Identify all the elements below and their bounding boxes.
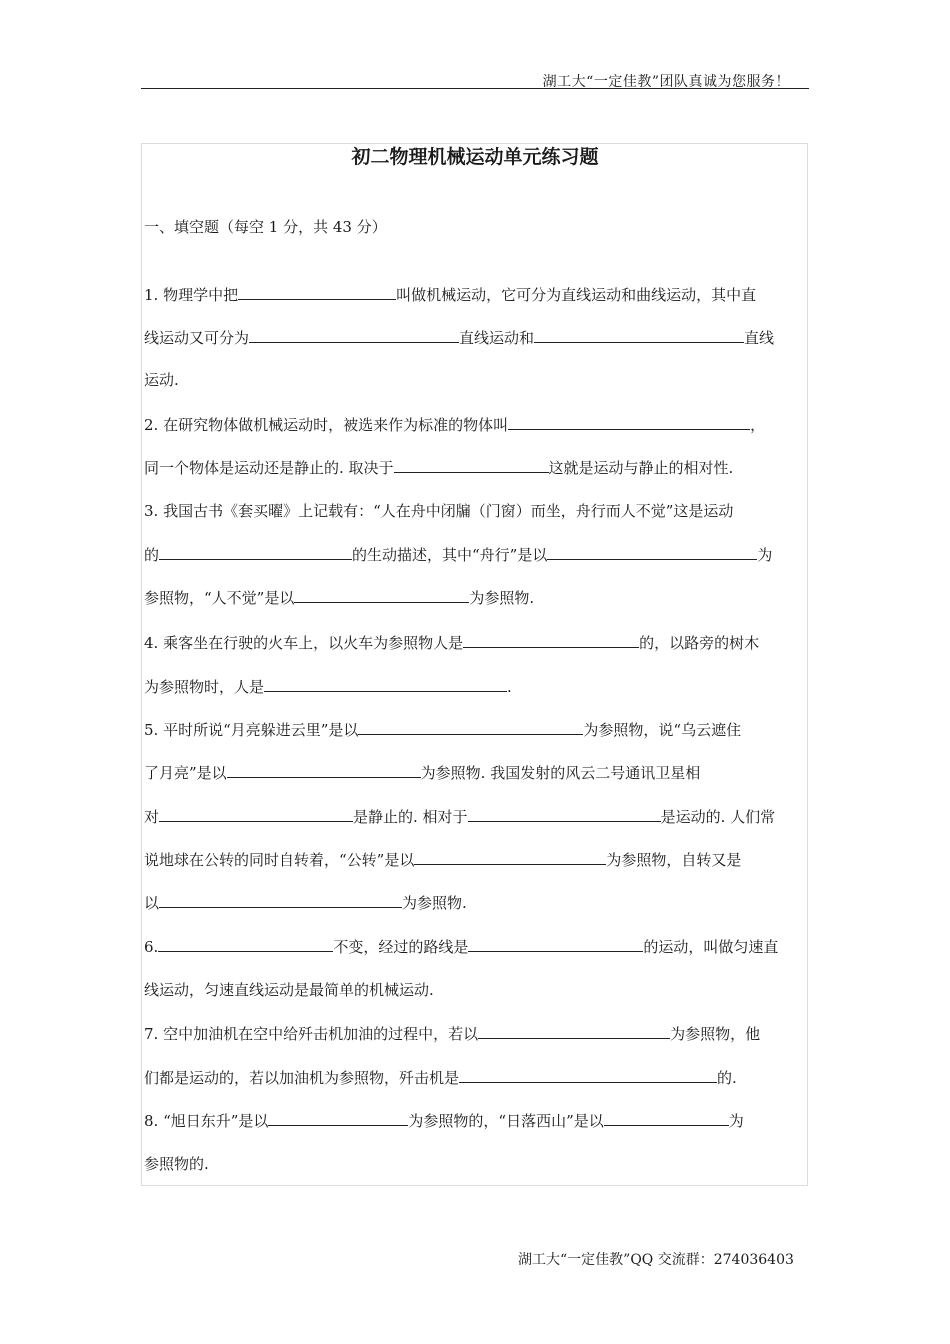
question-8-line-1 <box>144 1109 744 1132</box>
text-segment: 运动. <box>144 371 179 389</box>
text-segment: 了月亮”是以 <box>144 764 227 782</box>
answer-blank[interactable] <box>227 761 421 778</box>
text-segment: 8. “旭日东升”是以 <box>144 1112 269 1130</box>
question-7-line-1 <box>144 1022 760 1045</box>
text-segment: 为参照物时，人是 <box>144 678 265 696</box>
text-segment: 是运动的. 人们常 <box>660 808 776 826</box>
text-segment: 6. <box>144 938 159 956</box>
text-segment: 参照物的. <box>144 1155 209 1173</box>
page-title: 初二物理机械运动单元练习题 <box>351 146 599 168</box>
question-6-line-1 <box>144 935 778 958</box>
text-segment: 直线运动和 <box>459 329 535 347</box>
text-segment: 为参照物，说“乌云遮住 <box>583 721 742 739</box>
answer-blank[interactable] <box>159 543 352 560</box>
question-1-line-1 <box>144 283 756 306</box>
answer-blank[interactable] <box>414 848 606 865</box>
question-2-line-2 <box>144 456 733 479</box>
footer-text: 湖工大“一定佳教”QQ 交流群：274036403 <box>518 1252 794 1268</box>
answer-blank[interactable] <box>534 326 744 343</box>
question-3-line-3 <box>144 586 534 609</box>
text-segment: 为参照物. <box>469 589 535 607</box>
section-heading: 一、填空题（每空 1 分，共 43 分） <box>144 218 387 236</box>
question-5-line-4 <box>144 848 741 871</box>
answer-blank[interactable] <box>508 413 750 430</box>
question-6-line-2 <box>144 979 434 1001</box>
answer-blank[interactable] <box>158 935 333 952</box>
text-segment: 说地球在公转的同时自转着，“公转”是以 <box>144 851 415 869</box>
question-1-line-3 <box>144 369 179 391</box>
text-segment: 同一个物体是运动还是静止的. 取决于 <box>144 459 394 477</box>
text-segment: . <box>507 678 512 696</box>
text-segment: 为参照物的，“日落西山”是以 <box>408 1112 604 1130</box>
text-segment: 的，以路旁的树木 <box>639 634 760 652</box>
header-text: 湖工大“一定佳教”团队真诚为您服务！ <box>542 74 790 90</box>
answer-blank[interactable] <box>604 1109 729 1126</box>
text-segment: 不变，经过的路线是 <box>333 938 469 956</box>
question-3-line-2 <box>144 543 772 566</box>
text-segment: 对 <box>144 808 160 826</box>
question-4-line-2 <box>144 675 512 698</box>
answer-blank[interactable] <box>264 675 507 692</box>
answer-blank[interactable] <box>238 283 396 300</box>
text-segment: 为 <box>728 1112 744 1130</box>
text-segment: 这就是运动与静止的相对性. <box>548 459 734 477</box>
text-segment: 为参照物. 我国发射的风云二号通讯卫星相 <box>420 764 701 782</box>
text-segment: 为参照物. <box>402 894 467 912</box>
text-segment: ， <box>750 416 766 434</box>
text-segment: 线运动，匀速直线运动是最简单的机械运动. <box>144 981 434 999</box>
answer-blank[interactable] <box>468 805 661 822</box>
answer-blank[interactable] <box>358 718 583 735</box>
answer-blank[interactable] <box>268 1109 408 1126</box>
question-7-line-2 <box>144 1066 737 1089</box>
question-1-line-2 <box>144 326 774 349</box>
header-rule <box>141 88 809 89</box>
answer-blank[interactable] <box>159 805 353 822</box>
answer-blank[interactable] <box>294 586 469 603</box>
text-segment: 的. <box>717 1069 737 1087</box>
answer-blank[interactable] <box>459 1066 717 1083</box>
answer-blank[interactable] <box>478 1022 670 1039</box>
answer-blank[interactable] <box>394 456 549 473</box>
text-segment: 2. 在研究物体做机械运动时，被选来作为标准的物体叫 <box>144 416 509 434</box>
question-3-line-1 <box>144 500 733 522</box>
answer-blank[interactable] <box>463 631 639 648</box>
text-segment: 们都是运动的，若以加油机为参照物，歼击机是 <box>144 1069 460 1087</box>
text-segment: 的 <box>144 546 160 564</box>
text-segment: 叫做机械运动，它可分为直线运动和曲线运动，其中直 <box>396 286 757 304</box>
answer-blank[interactable] <box>159 891 402 908</box>
question-5-line-1 <box>144 718 741 741</box>
text-segment: 参照物，“人不觉”是以 <box>144 589 295 607</box>
text-segment: 4. 乘客坐在行驶的火车上，以火车为参照物人是 <box>144 634 464 652</box>
text-segment: 直线 <box>744 329 775 347</box>
text-segment: 的生动描述，其中“舟行”是以 <box>352 546 548 564</box>
question-5-line-5 <box>144 891 467 914</box>
text-segment: 5. 平时所说“月亮躲进云里”是以 <box>144 721 359 739</box>
text-segment: 以 <box>144 894 160 912</box>
answer-blank[interactable] <box>547 543 757 560</box>
answer-blank[interactable] <box>249 326 459 343</box>
text-segment: 为参照物，自转又是 <box>606 851 742 869</box>
question-8-line-2 <box>144 1153 209 1175</box>
text-segment: 是静止的. 相对于 <box>353 808 468 826</box>
question-5-line-2 <box>144 761 700 784</box>
text-segment: 线运动又可分为 <box>144 329 250 347</box>
text-segment: 7. 空中加油机在空中给歼击机加油的过程中，若以 <box>144 1025 479 1043</box>
text-segment: 1. 物理学中把 <box>144 286 239 304</box>
answer-blank[interactable] <box>468 935 643 952</box>
text-segment: 为参照物，他 <box>670 1025 761 1043</box>
question-2-line-1 <box>144 413 765 436</box>
text-segment: 为 <box>757 546 773 564</box>
text-segment: 的运动，叫做匀速直 <box>643 938 779 956</box>
question-4-line-1 <box>144 631 759 654</box>
question-5-line-3 <box>144 805 775 828</box>
text-segment: 3. 我国古书《套买曜》上记载有：“人在舟中闭牖（门窗）而坐，舟行而人不觉”这是运动 <box>144 502 734 520</box>
